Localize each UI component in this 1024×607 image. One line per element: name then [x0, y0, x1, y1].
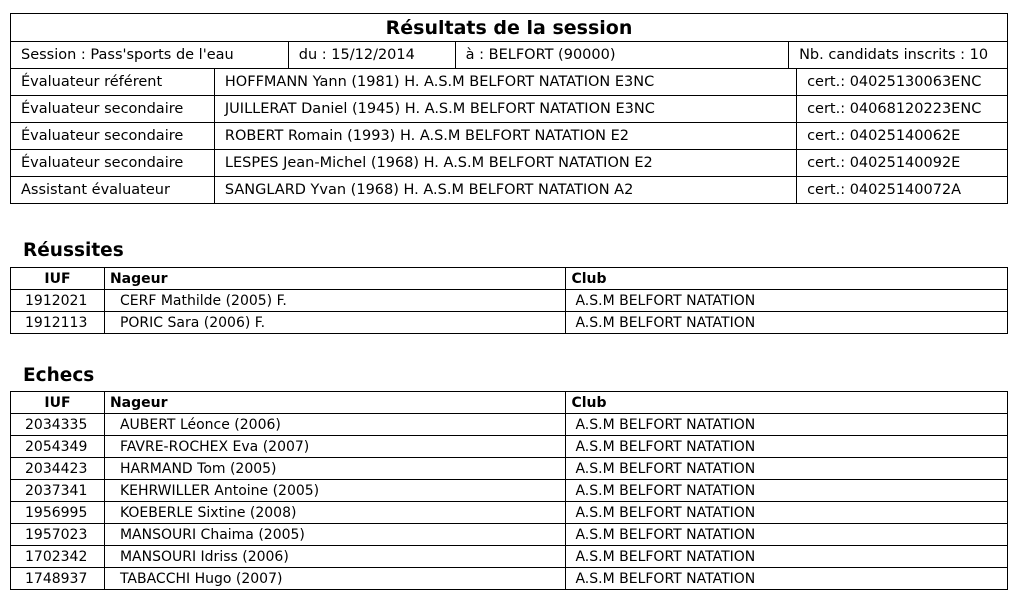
- evaluator-role: Évaluateur secondaire: [11, 150, 215, 177]
- iuf-cell: 2037341: [11, 480, 105, 502]
- iuf-cell: 1912113: [11, 312, 105, 334]
- evaluator-role: Évaluateur référent: [11, 69, 215, 96]
- club-cell: A.S.M BELFORT NATATION: [566, 568, 1008, 590]
- evaluator-role: Évaluateur secondaire: [11, 123, 215, 150]
- col-club-header: Club: [566, 268, 1008, 290]
- evaluator-cert: cert.: 04025140072A: [797, 177, 1008, 204]
- session-date: du : 15/12/2014: [288, 42, 455, 69]
- nageur-cell: PORIC Sara (2006) F.: [104, 312, 565, 334]
- club-cell: A.S.M BELFORT NATATION: [566, 524, 1008, 546]
- table-row: [11, 414, 1008, 436]
- iuf-cell: 1702342: [11, 546, 105, 568]
- session-title: Résultats de la session: [11, 14, 1008, 42]
- evaluator-name: HOFFMANN Yann (1981) H. A.S.M BELFORT NATATION E3NC: [214, 69, 796, 96]
- echecs-table: [10, 391, 1008, 590]
- evaluator-row: [11, 69, 1008, 96]
- evaluator-cert: cert.: 04025140092E: [797, 150, 1008, 177]
- evaluator-row: [11, 96, 1008, 123]
- nageur-cell: MANSOURI Idriss (2006): [104, 546, 566, 568]
- club-cell: A.S.M BELFORT NATATION: [566, 290, 1008, 312]
- club-cell: A.S.M BELFORT NATATION: [566, 458, 1008, 480]
- col-nageur-header: Nageur: [104, 392, 566, 414]
- iuf-cell: 1957023: [11, 524, 105, 546]
- table-row: [11, 458, 1008, 480]
- table-row: [11, 546, 1008, 568]
- evaluator-row: [11, 150, 1008, 177]
- evaluator-name: LESPES Jean-Michel (1968) H. A.S.M BELFORT NATATION E2: [214, 150, 796, 177]
- nageur-cell: AUBERT Léonce (2006): [104, 414, 566, 436]
- nageur-cell: KOEBERLE Sixtine (2008): [104, 502, 566, 524]
- club-cell: A.S.M BELFORT NATATION: [566, 480, 1008, 502]
- evaluator-row: [11, 123, 1008, 150]
- nageur-cell: CERF Mathilde (2005) F.: [104, 290, 565, 312]
- reussites-heading: Réussites: [23, 240, 124, 261]
- iuf-cell: 2034335: [11, 414, 105, 436]
- iuf-cell: 1748937: [11, 568, 105, 590]
- session-name: Session : Pass'sports de l'eau: [11, 42, 289, 69]
- iuf-cell: 2034423: [11, 458, 105, 480]
- table-row: [11, 290, 1008, 312]
- echecs-heading: Echecs: [23, 365, 95, 386]
- nageur-cell: TABACCHI Hugo (2007): [104, 568, 566, 590]
- session-table: [10, 13, 1008, 204]
- table-header-row: [11, 268, 1008, 290]
- club-cell: A.S.M BELFORT NATATION: [566, 312, 1008, 334]
- table-row: [11, 502, 1008, 524]
- reussites-table: [10, 267, 1008, 334]
- evaluator-name: ROBERT Romain (1993) H. A.S.M BELFORT NATATION E2: [214, 123, 796, 150]
- nageur-cell: KEHRWILLER Antoine (2005): [104, 480, 566, 502]
- table-row: [11, 480, 1008, 502]
- evaluator-role: Assistant évaluateur: [11, 177, 215, 204]
- iuf-cell: 1912021: [11, 290, 105, 312]
- evaluator-row: [11, 177, 1008, 204]
- club-cell: A.S.M BELFORT NATATION: [566, 546, 1008, 568]
- evaluator-role: Évaluateur secondaire: [11, 96, 215, 123]
- iuf-cell: 2054349: [11, 436, 105, 458]
- col-iuf-header: IUF: [11, 268, 105, 290]
- session-registered-count: Nb. candidats inscrits : 10: [789, 42, 1008, 69]
- col-iuf-header: IUF: [11, 392, 105, 414]
- table-row: [11, 312, 1008, 334]
- col-nageur-header: Nageur: [104, 268, 565, 290]
- club-cell: A.S.M BELFORT NATATION: [566, 502, 1008, 524]
- table-row: [11, 568, 1008, 590]
- table-header-row: [11, 392, 1008, 414]
- iuf-cell: 1956995: [11, 502, 105, 524]
- nageur-cell: HARMAND Tom (2005): [104, 458, 566, 480]
- col-club-header: Club: [566, 392, 1008, 414]
- table-row: [11, 436, 1008, 458]
- evaluator-cert: cert.: 04025140062E: [797, 123, 1008, 150]
- session-place: à : BELFORT (90000): [455, 42, 788, 69]
- club-cell: A.S.M BELFORT NATATION: [566, 414, 1008, 436]
- evaluator-cert: cert.: 04068120223ENC: [797, 96, 1008, 123]
- nageur-cell: FAVRE-ROCHEX Eva (2007): [104, 436, 566, 458]
- nageur-cell: MANSOURI Chaima (2005): [104, 524, 566, 546]
- club-cell: A.S.M BELFORT NATATION: [566, 436, 1008, 458]
- evaluator-name: JUILLERAT Daniel (1945) H. A.S.M BELFORT NATATION E3NC: [214, 96, 796, 123]
- table-row: [11, 524, 1008, 546]
- evaluator-name: SANGLARD Yvan (1968) H. A.S.M BELFORT NATATION A2: [214, 177, 796, 204]
- evaluator-cert: cert.: 04025130063ENC: [797, 69, 1008, 96]
